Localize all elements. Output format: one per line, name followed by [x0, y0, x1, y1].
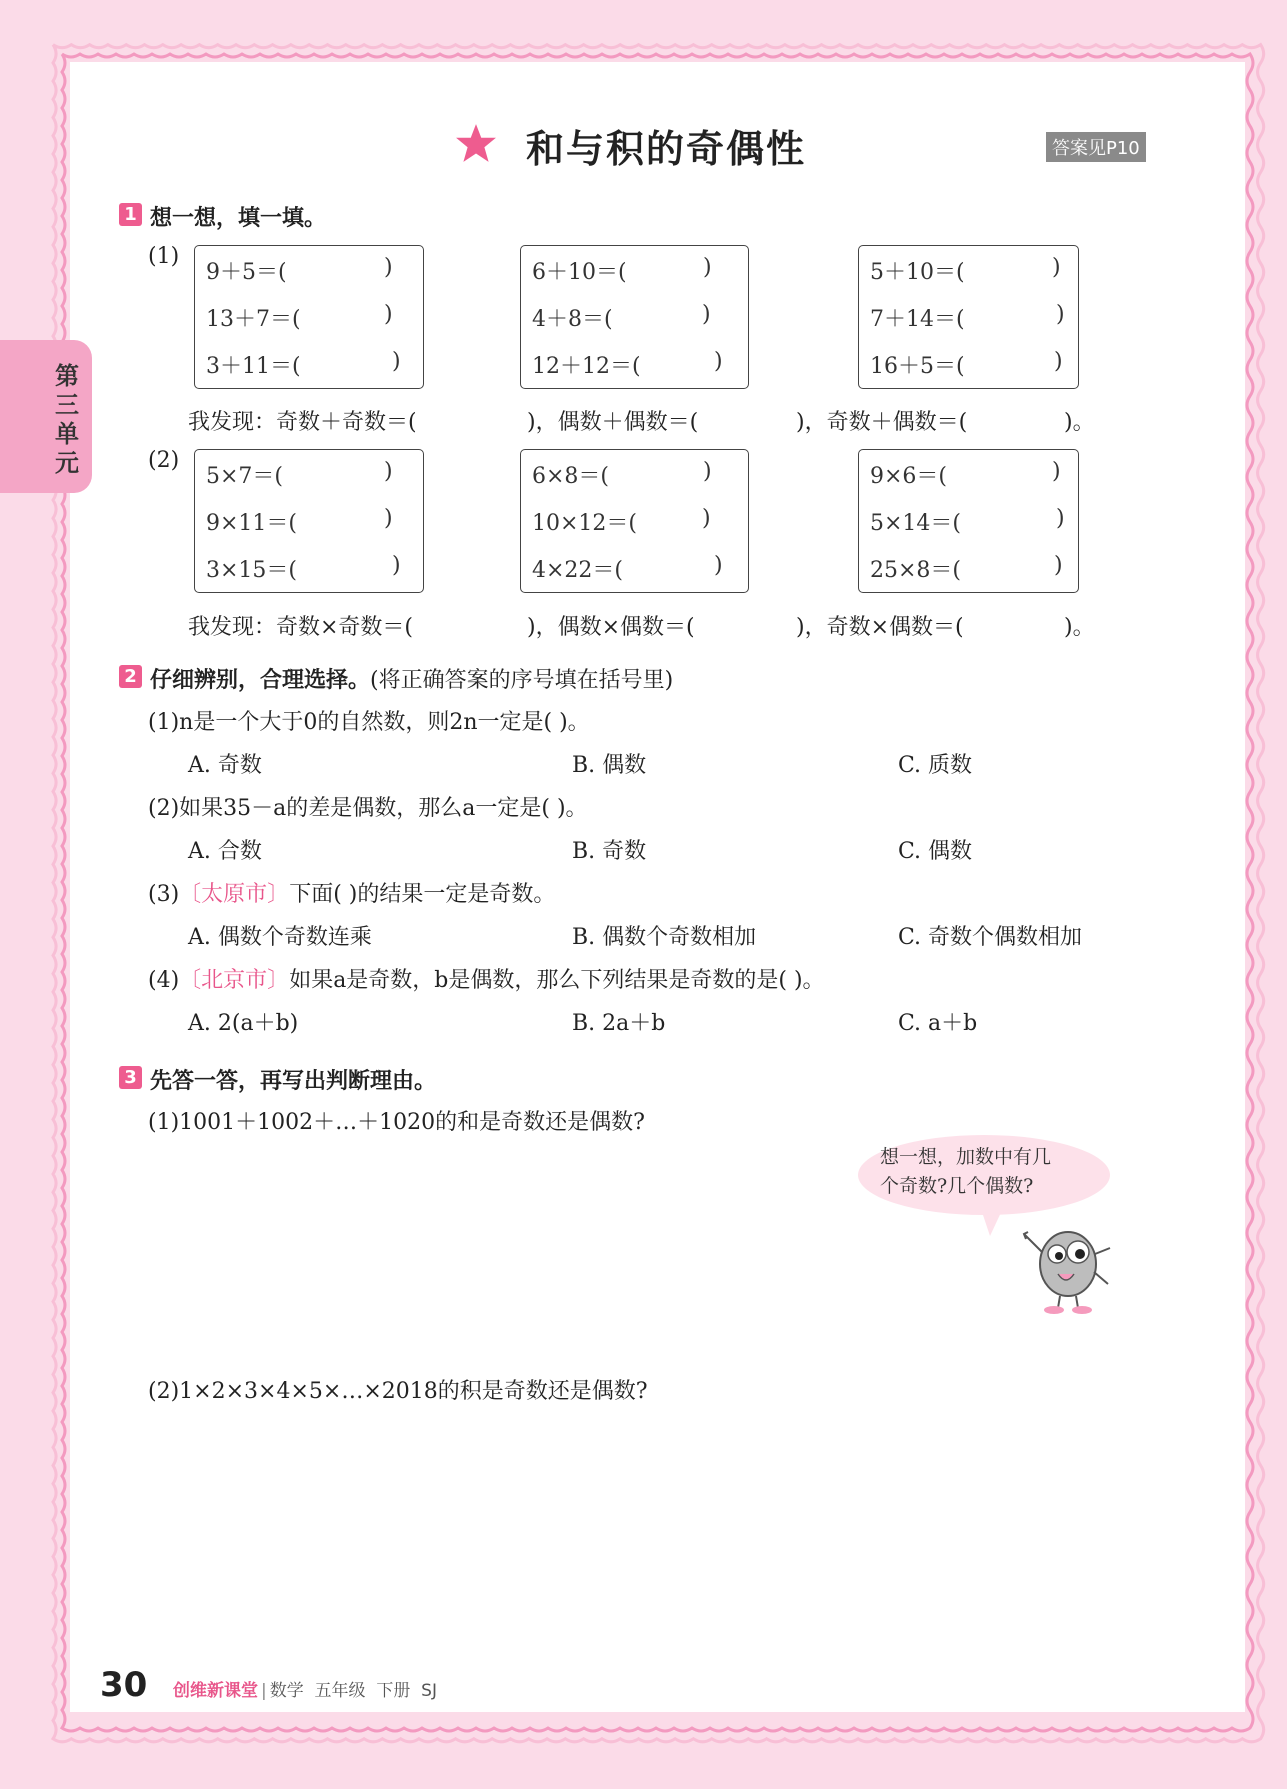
q1-part2-finding-2: )，偶数×偶数＝(	[527, 615, 695, 640]
footer-edition: SJ	[421, 1681, 437, 1701]
hint-line-2: 个奇数?几个偶数?	[880, 1175, 1034, 1197]
equation-text: 9×6＝(	[870, 464, 948, 489]
footer-subject: 数学	[269, 1681, 304, 1701]
question-number-3: 3	[119, 1066, 142, 1089]
page-number: 30	[100, 1665, 148, 1705]
equation-text: 5×7＝(	[206, 464, 284, 489]
answer-close-paren: )	[384, 459, 393, 484]
speech-bubble-tail	[980, 1206, 1004, 1236]
question-number-1: 1	[119, 203, 142, 226]
unit-side-tab-label: 第三单元	[55, 362, 79, 477]
equation-text: 25×8＝(	[870, 558, 962, 583]
answer-close-paren: )	[392, 553, 401, 578]
answer-close-paren: )	[384, 302, 393, 327]
q2-item3-option-b: B. 偶数个奇数相加	[572, 925, 757, 950]
question-3-title: 先答一答，再写出判断理由。	[150, 1069, 437, 1094]
question-2-title	[150, 663, 673, 694]
q1-part1-finding-1: 我发现：奇数＋奇数＝(	[188, 410, 417, 435]
hint-line-1: 想一想，加数中有几	[880, 1146, 1052, 1168]
q3-item2-text: (2)1×2×3×4×5×…×2018的积是奇数还是偶数?	[148, 1379, 648, 1404]
q1-part2-finding-3: )，奇数×偶数＝(	[796, 615, 964, 640]
equation-text: 9＋5＝(	[206, 260, 287, 285]
q2-item3-option-a: A. 偶数个奇数连乘	[188, 925, 372, 950]
q2-item4-option-a: A. 2(a＋b)	[188, 1011, 299, 1036]
q2-item3-option-c: C. 奇数个偶数相加	[898, 925, 1083, 950]
answer-close-paren: )	[714, 349, 723, 374]
equation-text: 4＋8＝(	[532, 307, 613, 332]
page-title: 和与积的奇偶性	[526, 127, 807, 171]
equation-text: 12＋12＝(	[532, 354, 641, 379]
q2-item3-source-tag: 〔太原市〕	[179, 882, 290, 907]
answer-close-paren: )	[703, 255, 712, 280]
answer-close-paren: )	[1052, 255, 1061, 280]
q1-part1-finding-3: )，奇数＋偶数＝(	[796, 410, 968, 435]
equation-text: 4×22＝(	[532, 558, 624, 583]
equation-text: 6＋10＝(	[532, 260, 627, 285]
equation-text: 5＋10＝(	[870, 260, 965, 285]
equation-text: 3×15＝(	[206, 558, 298, 583]
hint-text	[880, 1143, 1051, 1201]
equation-text: 3＋11＝(	[206, 354, 301, 379]
q2-item4-source-tag: 〔北京市〕	[179, 968, 290, 993]
answer-close-paren: )	[384, 506, 393, 531]
question-2-note: (将正确答案的序号填在括号里)	[370, 668, 674, 693]
answer-close-paren: )	[702, 302, 711, 327]
answer-close-paren: )	[392, 349, 401, 374]
q2-item1-option-c: C. 质数	[898, 753, 973, 778]
footer-volume: 下册	[376, 1681, 411, 1701]
q2-item2-option-b: B. 奇数	[572, 839, 647, 864]
footer-separator: |	[261, 1681, 267, 1701]
q2-item4-prefix: (4)	[148, 968, 180, 993]
footer-brand-name: 创维新课堂	[173, 1681, 258, 1701]
mascot-icon	[1010, 1212, 1125, 1317]
answer-close-paren: )	[714, 553, 723, 578]
equation-text: 5×14＝(	[870, 511, 962, 536]
equation-text: 7＋14＝(	[870, 307, 965, 332]
answer-close-paren: )	[384, 255, 393, 280]
q2-item1-stem: (1)n是一个大于0的自然数，则2n一定是( )。	[148, 710, 590, 735]
answer-close-paren: )	[1054, 349, 1063, 374]
q1-part1-finding-2: )，偶数＋偶数＝(	[527, 410, 699, 435]
q2-item3-text: 下面( )的结果一定是奇数。	[289, 882, 556, 907]
q2-item4-text: 如果a是奇数，b是偶数，那么下列结果是奇数的是( )。	[289, 968, 825, 993]
footer-grade: 五年级	[314, 1681, 366, 1701]
q2-item1-option-b: B. 偶数	[572, 753, 647, 778]
equation-text: 9×11＝(	[206, 511, 298, 536]
question-number-2: 2	[119, 665, 142, 688]
answer-close-paren: )	[1056, 506, 1065, 531]
q1-part2-label: (2)	[148, 448, 180, 473]
q3-item1-text: (1)1001＋1002＋…＋1020的和是奇数还是偶数?	[148, 1110, 645, 1135]
answer-reference-badge: 答案见P10	[1046, 132, 1146, 162]
q1-part2-finding-4: )。	[1064, 615, 1095, 640]
q2-item1-option-a: A. 奇数	[188, 753, 262, 778]
q2-item3-prefix: (3)	[148, 882, 180, 907]
answer-close-paren: )	[1056, 302, 1065, 327]
q2-item2-stem: (2)如果35－a的差是偶数，那么a一定是( )。	[148, 796, 588, 821]
q1-part1-label: (1)	[148, 244, 180, 269]
q2-item2-option-c: C. 偶数	[898, 839, 973, 864]
answer-close-paren: )	[1052, 459, 1061, 484]
q2-item4-option-c: C. a＋b	[898, 1011, 978, 1036]
equation-text: 6×8＝(	[532, 464, 610, 489]
answer-close-paren: )	[702, 506, 711, 531]
question-1-title: 想一想，填一填。	[150, 206, 327, 231]
q2-item4-stem	[148, 963, 825, 994]
answer-close-paren: )	[1054, 553, 1063, 578]
footer-series	[173, 1676, 437, 1701]
equation-text: 16＋5＝(	[870, 354, 965, 379]
q2-item4-option-b: B. 2a＋b	[572, 1011, 666, 1036]
q2-item3-stem	[148, 877, 555, 908]
star-icon	[455, 122, 497, 164]
answer-close-paren: )	[703, 459, 712, 484]
q1-part2-finding-1: 我发现：奇数×奇数＝(	[188, 615, 414, 640]
equation-text: 10×12＝(	[532, 511, 638, 536]
question-2-title-text: 仔细辨别，合理选择。	[150, 668, 371, 693]
q2-item2-option-a: A. 合数	[188, 839, 262, 864]
equation-text: 13＋7＝(	[206, 307, 301, 332]
q1-part1-finding-4: )。	[1064, 410, 1095, 435]
